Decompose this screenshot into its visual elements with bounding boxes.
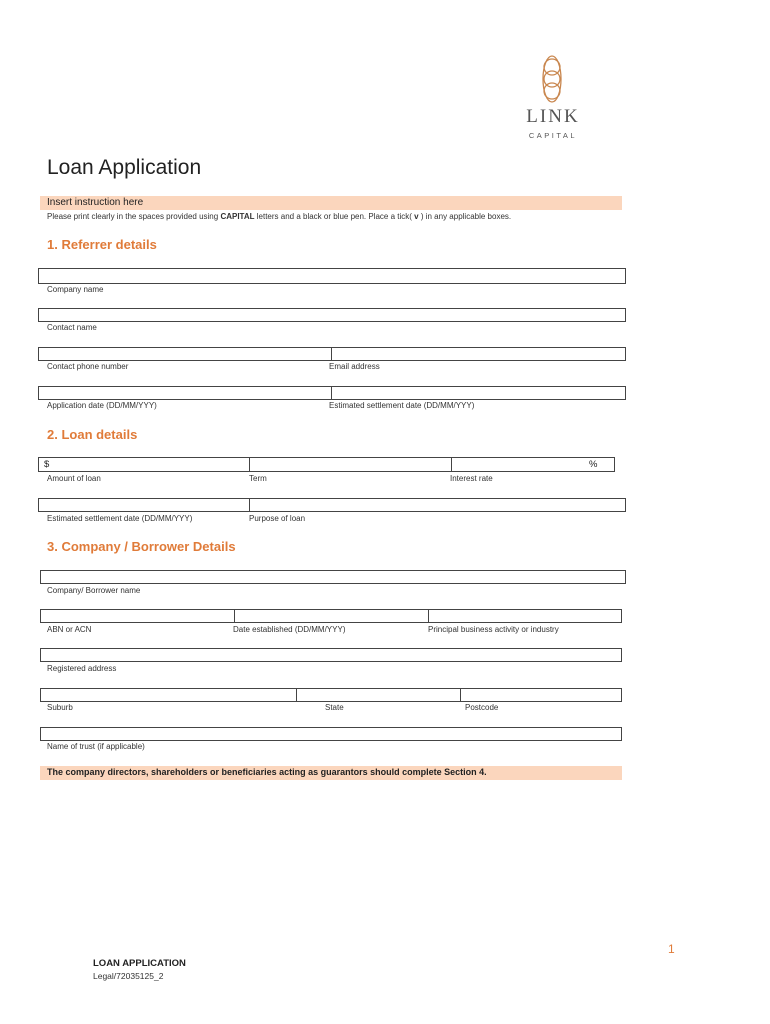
term-label: Term <box>249 474 267 483</box>
term-field[interactable] <box>249 457 452 472</box>
instruction-text <box>47 212 511 221</box>
state-field[interactable] <box>296 688 461 702</box>
email-field[interactable] <box>331 347 626 361</box>
contact-name-field[interactable] <box>38 308 626 322</box>
suburb-label: Suburb <box>47 703 73 712</box>
loan-purpose-field[interactable] <box>249 498 626 512</box>
trust-name-field[interactable] <box>40 727 622 741</box>
trust-name-label: Name of trust (if applicable) <box>47 742 145 751</box>
state-label: State <box>325 703 344 712</box>
referrer-settlement-date-label: Estimated settlement date (DD/MM/YYY) <box>329 401 475 410</box>
postcode-label: Postcode <box>465 703 499 712</box>
interest-rate-field[interactable] <box>451 457 615 472</box>
loan-settlement-date-label: Estimated settlement date (DD/MM/YYY) <box>47 514 193 523</box>
registered-address-field[interactable] <box>40 648 622 662</box>
loan-amount-label: Amount of loan <box>47 474 101 483</box>
company-name-field[interactable] <box>38 268 626 284</box>
percent-sign: % <box>589 459 598 470</box>
section-heading-company: 3. Company / Borrower Details <box>47 539 236 554</box>
loan-purpose-label: Purpose of loan <box>249 514 306 523</box>
page-title: Loan Application <box>47 156 202 179</box>
date-established-label: Date established (DD/MM/YYY) <box>233 625 346 634</box>
interest-rate-label: Interest rate <box>450 474 493 483</box>
borrower-name-field[interactable] <box>40 570 626 584</box>
logo-wordmark: LINK <box>526 106 580 127</box>
logo-subtitle: CAPITAL <box>528 131 578 140</box>
footer-reference: Legal/72035125_2 <box>93 971 164 981</box>
instruction-text-mid: letters and a black or blue pen. Place a tick( <box>254 212 415 221</box>
contact-phone-field[interactable] <box>38 347 332 361</box>
dollar-sign: $ <box>44 459 50 470</box>
abn-field[interactable] <box>40 609 235 623</box>
referrer-settlement-date-field[interactable] <box>331 386 626 400</box>
instruction-text-pre: Please print clearly in the spaces provided using <box>47 212 221 221</box>
knot-icon <box>536 54 568 104</box>
instruction-text-post: ) in any applicable boxes. <box>418 212 512 221</box>
tick-mark: v <box>414 212 419 221</box>
business-activity-label: Principal business activity or industry <box>428 625 559 634</box>
application-date-field[interactable] <box>38 386 332 400</box>
abn-label: ABN or ACN <box>47 625 92 634</box>
contact-name-label: Contact name <box>47 323 97 332</box>
company-name-label: Company name <box>47 285 104 294</box>
instruction-text-bold: CAPITAL <box>220 212 255 221</box>
section-heading-loan: 2. Loan details <box>47 427 138 442</box>
date-established-field[interactable] <box>234 609 429 623</box>
section-heading-referrer: 1. Referrer details <box>47 237 157 252</box>
instruction-heading: Insert instruction here <box>47 197 144 208</box>
guarantor-note: The company directors, shareholders or beneficiaries acting as guarantors should complete Section 4. <box>47 767 487 777</box>
application-date-label: Application date (DD/MM/YYY) <box>47 401 157 410</box>
postcode-field[interactable] <box>460 688 622 702</box>
loan-settlement-date-field[interactable] <box>38 498 250 512</box>
contact-phone-label: Contact phone number <box>47 362 129 371</box>
page-number: 1 <box>668 942 675 956</box>
footer-title: LOAN APPLICATION <box>93 958 186 969</box>
registered-address-label: Registered address <box>47 664 117 673</box>
email-label: Email address <box>329 362 380 371</box>
suburb-field[interactable] <box>40 688 297 702</box>
loan-amount-field[interactable] <box>38 457 250 472</box>
business-activity-field[interactable] <box>428 609 622 623</box>
borrower-name-label: Company/ Borrower name <box>47 586 141 595</box>
